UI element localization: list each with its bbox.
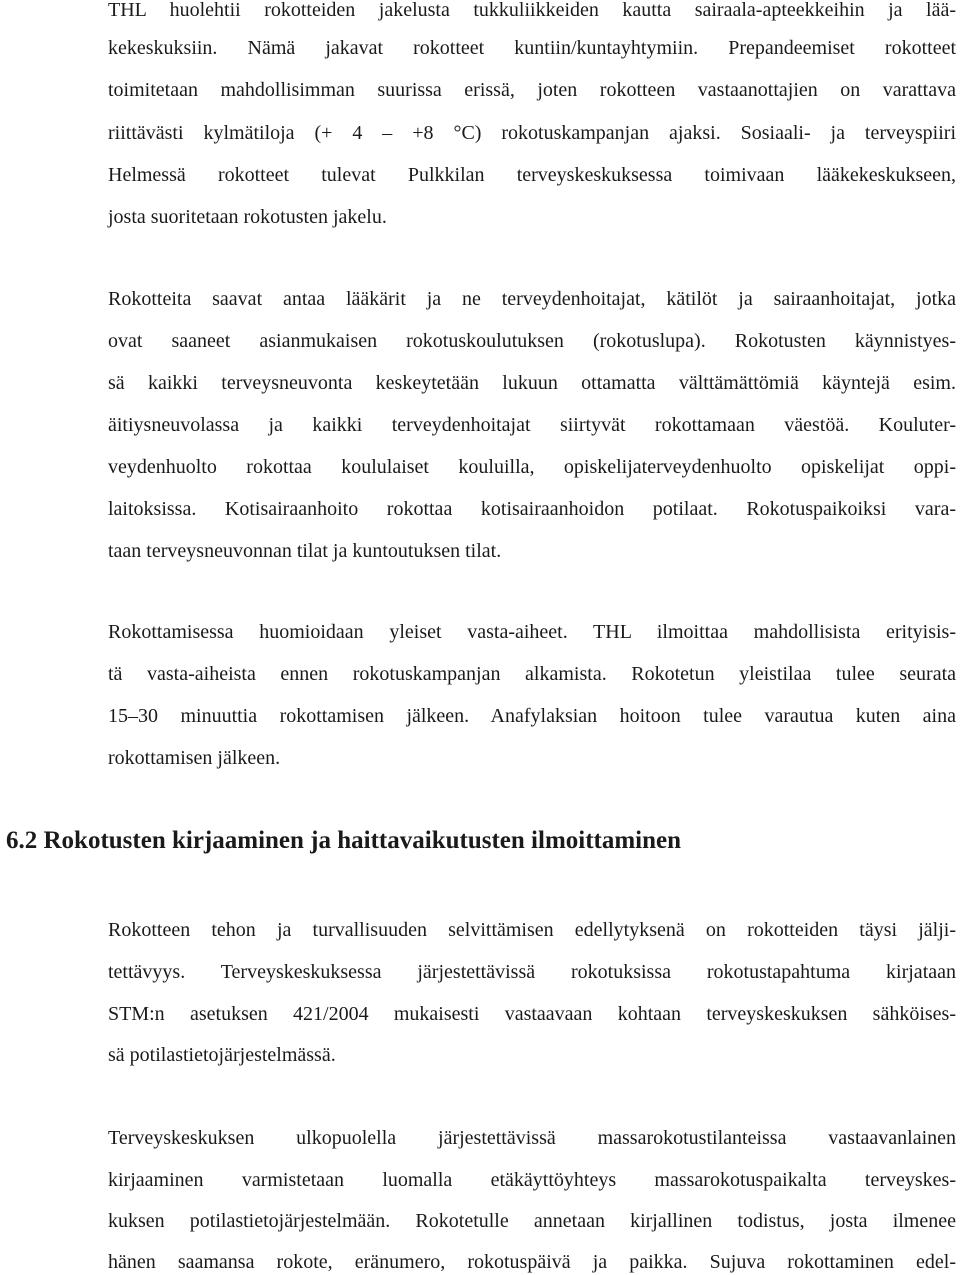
text-line: taan terveysneuvonnan tilat ja kuntoutuksen tilat. — [108, 540, 502, 562]
text-line: rokottamisen jälkeen. — [108, 747, 281, 769]
text-line: äitiysneuvolassa ja kaikki terveydenhoitajat siirtyvät rokottamaan väestöä. Kouluter- — [108, 414, 956, 436]
text-line: 15–30 minuuttia rokottamisen jälkeen. Anafylaksian hoitoon tulee varautua kuten aina — [108, 705, 956, 727]
text-line: Rokottamisessa huomioidaan yleiset vasta-aiheet. THL ilmoittaa mahdollisista erityisis- — [108, 621, 956, 643]
text-line: kirjaaminen varmistetaan luomalla etäkäyttöyhteys massarokotuspaikalta terveyskes- — [108, 1169, 956, 1191]
text-line: hänen saamansa rokote, eränumero, rokotuspäivä ja paikka. Sujuva rokottaminen edel- — [108, 1251, 956, 1273]
text-line: sä potilastietojärjestelmässä. — [108, 1044, 336, 1066]
text-line: STM:n asetuksen 421/2004 mukaisesti vastaavaan kohtaan terveyskeskuksen sähköises- — [108, 1003, 956, 1025]
text-line: riittävästi kylmätiloja (+ 4 – +8 °C) rokotuskampanjan ajaksi. Sosiaali- ja terveyspiiri — [108, 122, 956, 144]
text-line: Rokotteita saavat antaa lääkärit ja ne terveydenhoitajat, kätilöt ja sairaanhoitajat, jotka — [108, 288, 956, 310]
text-line: THL huolehtii rokotteiden jakelusta tukkuliikkeiden kautta sairaala-apteekkeihin ja lää- — [108, 0, 956, 21]
text-line: Terveyskeskuksen ulkopuolella järjestettävissä massarokotustilanteissa vastaavanlainen — [108, 1127, 956, 1149]
text-line: ovat saaneet asianmukaisen rokotuskoulutuksen (rokotuslupa). Rokotusten käynnistyes- — [108, 330, 956, 352]
text-line: toimitetaan mahdollisimman suurissa erissä, joten rokotteen vastaanottajien on varattava — [108, 79, 956, 101]
text-line: sä kaikki terveysneuvonta keskeytetään lukuun ottamatta välttämättömiä käyntejä esim. — [108, 372, 956, 394]
text-line: veydenhuolto rokottaa koululaiset kouluilla, opiskelijaterveydenhuolto opiskelijat oppi- — [108, 456, 956, 478]
text-line: laitoksissa. Kotisairaanhoito rokottaa kotisairaanhoidon potilaat. Rokotuspaikoiksi vara- — [108, 498, 956, 520]
text-line: Rokotteen tehon ja turvallisuuden selvittämisen edellytyksenä on rokotteiden täysi jälji- — [108, 919, 956, 941]
text-line: Helmessä rokotteet tulevat Pulkkilan terveyskeskuksessa toimivaan lääkekeskukseen, — [108, 164, 956, 186]
text-line: tä vasta-aiheista ennen rokotuskampanjan alkamista. Rokotetun yleistilaa tulee seurata — [108, 663, 956, 685]
text-line: josta suoritetaan rokotusten jakelu. — [108, 206, 387, 228]
text-line: kekeskuksiin. Nämä jakavat rokotteet kuntiin/kuntayhtymiin. Prepandeemiset rokotteet — [108, 37, 956, 59]
text-line: tettävyys. Terveyskeskuksessa järjestettävissä rokotuksissa rokotustapahtuma kirjataan — [108, 961, 956, 983]
text-line: kuksen potilastietojärjestelmään. Rokotetulle annetaan kirjallinen todistus, josta ilmenee — [108, 1210, 956, 1232]
section-heading: 6.2 Rokotusten kirjaaminen ja haittavaikutusten ilmoittaminen — [6, 827, 682, 854]
